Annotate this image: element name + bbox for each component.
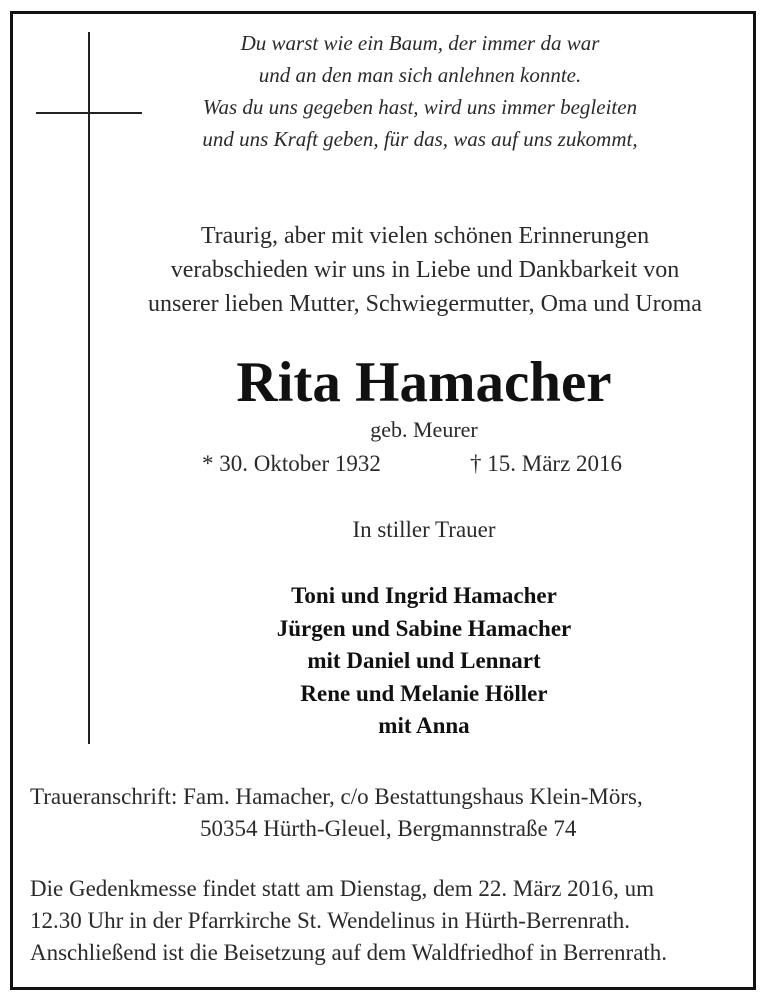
service-line: Die Gedenkmesse findet statt am Dienstag, dem 22. März 2016, um — [30, 876, 655, 901]
intro-line: Traurig, aber mit vielen schönen Erinnerungen — [200, 223, 650, 249]
poem-line: Du warst wie ein Baum, der immer da war — [240, 31, 600, 55]
mourning-address-line1: Traueranschrift: Fam. Hamacher, c/o Bestattungshaus Klein-Mörs, — [30, 784, 643, 809]
deceased-name: Rita Hamacher — [236, 351, 612, 414]
family-member: mit Anna — [378, 713, 470, 738]
death-date: † 15. März 2016 — [470, 451, 623, 476]
birth-date: * 30. Oktober 1932 — [202, 451, 381, 476]
intro-line: unserer lieben Mutter, Schwiegermutter, Oma und Uroma — [148, 291, 702, 317]
poem-line: und an den man sich anlehnen konnte. — [258, 63, 582, 87]
maiden-name: geb. Meurer — [370, 417, 478, 442]
mourning-address-line2: 50354 Hürth-Gleuel, Bergmannstraße 74 — [200, 816, 577, 841]
farewell-intro — [60, 219, 766, 321]
service-line: 12.30 Uhr in der Pfarrkirche St. Wendelinus in Hürth-Berrenrath. — [30, 908, 631, 933]
family-member: mit Daniel und Lennart — [307, 648, 541, 673]
memorial-poem — [150, 27, 690, 155]
service-line: Anschließend ist die Beisetzung auf dem Waldfriedhof in Berrenrath. — [30, 940, 668, 965]
family-member: Jürgen und Sabine Hamacher — [276, 615, 572, 641]
family-member: Toni und Ingrid Hamacher — [291, 583, 557, 608]
poem-line: Was du uns gegeben hast, wird uns immer begleiten — [202, 95, 638, 119]
service-info — [30, 873, 740, 969]
family-list — [90, 580, 758, 743]
poem-line: und uns Kraft geben, für das, was auf uns zukommt, — [202, 127, 638, 151]
mourning-heading: In stiller Trauer — [352, 517, 496, 542]
cross-horizontal-bar — [36, 112, 142, 114]
intro-line: verabschieden wir uns in Liebe und Dankbarkeit von — [170, 257, 680, 283]
family-member: Rene und Melanie Höller — [300, 680, 548, 706]
